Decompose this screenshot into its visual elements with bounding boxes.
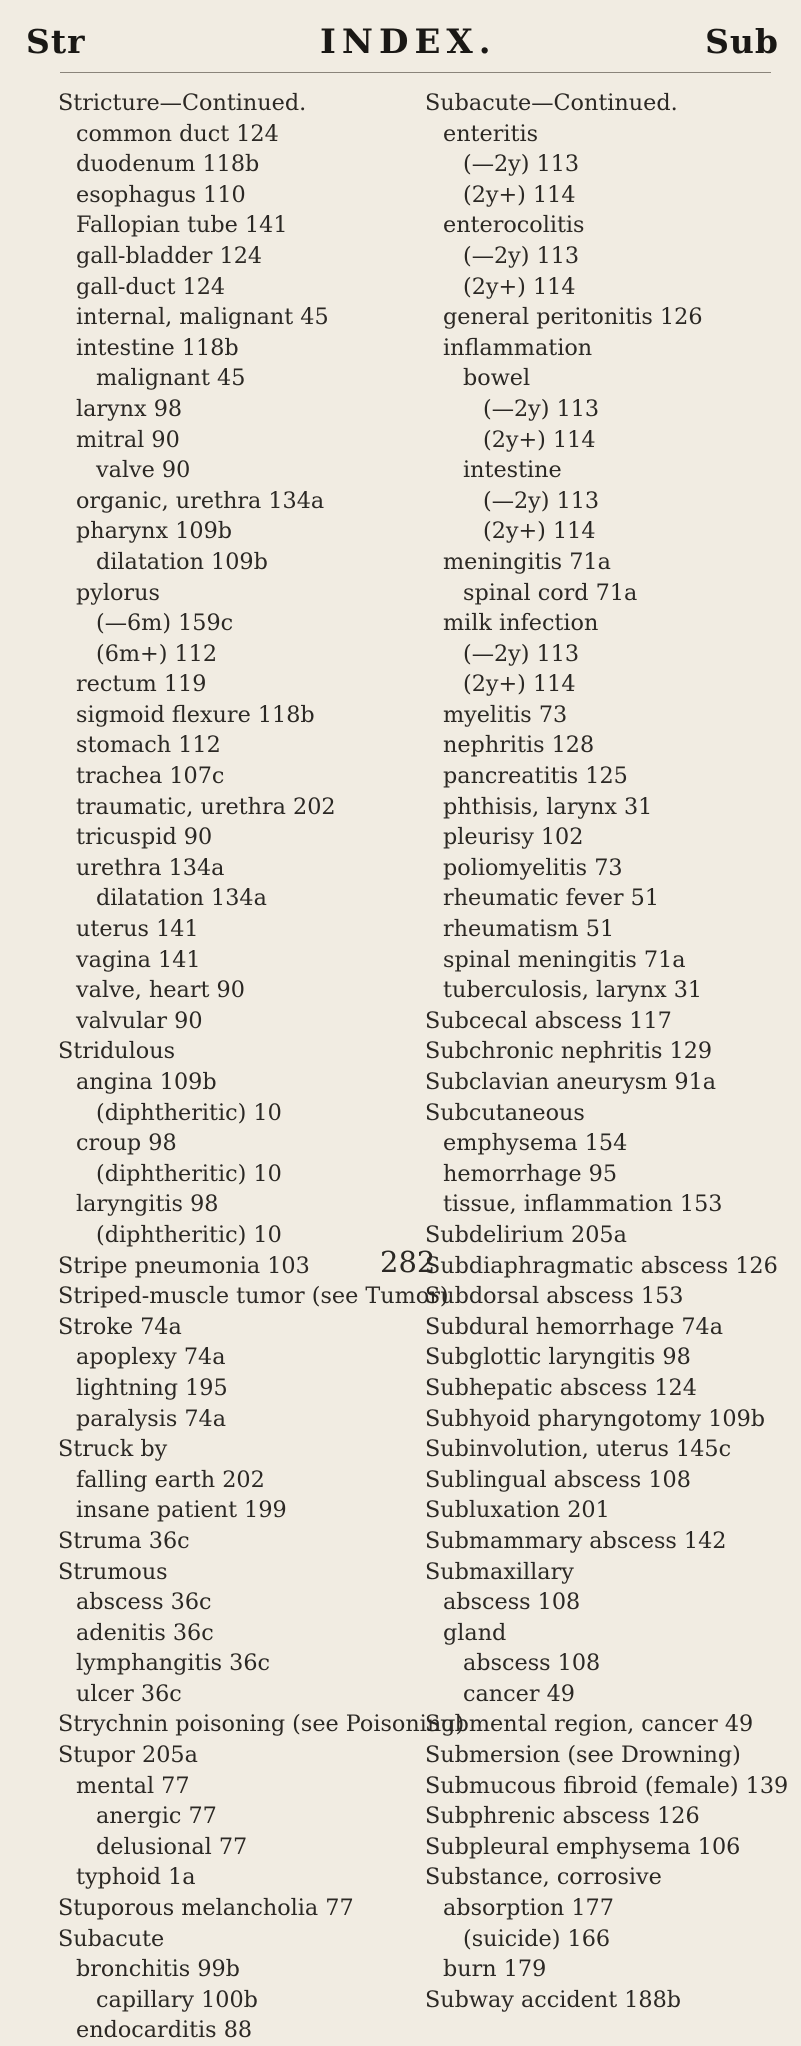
index-entry: Subchronic nephritis 129 [425,1038,713,1065]
index-entry: (6m+) 112 [96,640,218,667]
index-entry: Subdelirium 205a [425,1221,627,1248]
index-entry: Substance, corrosive [425,1864,662,1891]
index-entry: Sublingual abscess 108 [425,1466,691,1493]
index-entry: stomach 112 [76,732,221,759]
index-entry: (diphtheritic) 10 [96,1221,282,1248]
index-entry: tricuspid 90 [76,824,213,851]
index-entry: rheumatic fever 51 [443,885,660,912]
index-entry: gall-bladder 124 [76,242,263,269]
index-entry: laryngitis 98 [76,1191,219,1218]
index-entry: Subacute [58,1925,165,1952]
index-entry: ulcer 36c [76,1680,182,1707]
index-entry: traumatic, urethra 202 [76,793,336,820]
index-entry: (diphtheritic) 10 [96,1099,282,1126]
index-entry: delusional 77 [96,1833,248,1860]
index-entry: uterus 141 [76,916,199,943]
index-entry: poliomyelitis 73 [443,854,623,881]
index-entry: Subcecal abscess 117 [425,1007,672,1034]
index-entry: cancer 49 [463,1680,575,1707]
index-entry: lymphangitis 36c [76,1650,271,1677]
index-entry: phthisis, larynx 31 [443,793,653,820]
index-entry: absorption 177 [443,1895,614,1922]
index-entry: Subdural hemorrhage 74a [425,1313,724,1340]
index-entry: valvular 90 [76,1007,203,1034]
index-entry: dilatation 134a [96,885,267,912]
index-entry: (2y+) 114 [463,671,576,698]
index-entry: burn 179 [443,1956,547,1983]
index-entry: enterocolitis [443,212,585,239]
index-entry: tissue, inflammation 153 [443,1191,723,1218]
index-entry: Stricture—Continued. [58,90,307,116]
index-entry: Subglottic laryngitis 98 [425,1344,691,1371]
index-entry: abscess 108 [463,1650,601,1677]
running-head-title: INDEX. [320,22,497,62]
index-entry: (diphtheritic) 10 [96,1160,282,1187]
index-entry: myelitis 73 [443,701,568,728]
index-entry: abscess 36c [76,1589,212,1616]
index-entry: Stroke 74a [58,1313,182,1340]
index-entry: Subway accident 188b [425,1986,682,2013]
index-entry: enteritis [443,120,539,147]
index-entry: Struck by [58,1436,168,1463]
index-entry: anergic 77 [96,1803,217,1830]
index-entry: paralysis 74a [76,1405,227,1432]
index-entry: intestine [463,457,562,484]
index-entry: Submammary abscess 142 [425,1527,727,1554]
index-entry: organic, urethra 134a [76,487,325,514]
index-entry: emphysema 154 [443,1130,628,1157]
index-entry: Striped-muscle tumor (see Tumor) [58,1283,449,1310]
index-entry: spinal meningitis 71a [443,946,686,973]
index-entry: pancreatitis 125 [443,763,628,790]
index-entry: falling earth 202 [76,1466,265,1493]
index-entry: Stridulous [58,1038,176,1065]
index-entry: Subhyoid pharyngotomy 109b [425,1405,766,1432]
index-entry: milk infection [443,610,599,637]
index-entry: valve 90 [96,457,191,484]
index-entry: internal, malignant 45 [76,304,329,331]
index-entry: sigmoid flexure 118b [76,701,315,728]
index-entry: Strumous [58,1558,168,1585]
index-entry: spinal cord 71a [463,579,638,606]
index-entry: endocarditis 88 [76,2017,253,2044]
index-entry: esophagus 110 [76,181,246,208]
index-entry: larynx 98 [76,395,183,422]
index-entry: (—6m) 159c [96,610,234,637]
index-entry: (—2y) 113 [463,640,580,667]
index-entry: bronchitis 99b [76,1956,240,1983]
header-rule [60,72,771,73]
index-entry: pharynx 109b [76,518,233,545]
index-entry: general peritonitis 126 [443,304,703,331]
index-entry: (—2y) 113 [463,151,580,178]
index-entry: Subcutaneous [425,1099,585,1126]
index-entry: croup 98 [76,1130,177,1157]
index-entry: valve, heart 90 [76,977,245,1004]
index-entry: tuberculosis, larynx 31 [443,977,703,1004]
index-entry: Subluxation 201 [425,1497,610,1524]
index-entry: rheumatism 51 [443,916,615,943]
index-entry: Subdiaphragmatic abscess 126 [425,1252,778,1279]
index-entry: (—2y) 113 [483,487,600,514]
index-entry: Subpleural emphysema 106 [425,1833,741,1860]
running-head-right: Sub [705,22,779,61]
index-entry: Fallopian tube 141 [76,212,288,239]
index-entry: gall-duct 124 [76,273,226,300]
index-entry: Subdorsal abscess 153 [425,1283,684,1310]
index-entry: urethra 134a [76,854,225,881]
index-entry: Stripe pneumonia 103 [58,1252,310,1279]
index-entry: angina 109b [76,1069,217,1095]
index-entry: pleurisy 102 [443,824,584,851]
index-entry: common duct 124 [76,120,279,147]
index-entry: hemorrhage 95 [443,1160,618,1187]
index-column-left [58,88,465,2046]
index-entry: pylorus [76,579,160,606]
index-entry: (—2y) 113 [463,242,580,269]
index-entry: (2y+) 114 [463,273,576,300]
index-entry: intestine 118b [76,334,239,361]
index-entry: Strychnin poisoning (see Poisoning) [58,1711,465,1738]
index-entry: dilatation 109b [96,548,268,575]
index-entry: (—2y) 113 [483,395,600,422]
index-entry: Subclavian aneurysm 91a [425,1069,717,1095]
index-entry: Struma 36c [58,1527,190,1554]
index-entry: Subphrenic abscess 126 [425,1803,700,1830]
index-entry: typhoid 1a [76,1864,196,1891]
page-number: 282 [380,1245,436,1279]
index-entry: Submaxillary [425,1558,574,1585]
index-entry: adenitis 36c [76,1619,214,1646]
index-column-right [425,88,795,2015]
index-entry: Submucous fibroid (female) 139 [425,1772,789,1799]
running-head-left: Str [26,22,86,61]
index-entry: Submental region, cancer 49 [425,1711,754,1738]
index-entry: (suicide) 166 [463,1925,611,1952]
index-entry: nephritis 128 [443,732,595,759]
index-entry: (2y+) 114 [463,181,576,208]
index-entry: apoplexy 74a [76,1344,226,1371]
index-entry: (2y+) 114 [483,518,596,545]
index-entry: Subacute—Continued. [425,90,678,116]
index-entry: trachea 107c [76,763,225,790]
index-entry: Subhepatic abscess 124 [425,1374,697,1401]
index-entry: bowel [463,365,531,392]
index-entry: malignant 45 [96,365,246,392]
index-entry: Stuporous melancholia 77 [58,1895,354,1922]
index-entry: lightning 195 [76,1374,228,1401]
index-entry: meningitis 71a [443,548,611,575]
index-entry: inflammation [443,334,593,361]
index-entry: duodenum 118b [76,151,260,178]
index-entry: mental 77 [76,1772,190,1799]
index-entry: capillary 100b [96,1986,258,2013]
index-entry: abscess 108 [443,1589,581,1616]
index-entry: Subinvolution, uterus 145c [425,1436,732,1463]
index-entry: Stupor 205a [58,1742,198,1769]
index-entry: insane patient 199 [76,1497,287,1524]
index-entry: mitral 90 [76,426,180,453]
index-entry: (2y+) 114 [483,426,596,453]
index-entry: vagina 141 [76,946,201,973]
index-entry: rectum 119 [76,671,207,698]
index-entry: Submersion (see Drowning) [425,1742,741,1769]
index-entry: gland [443,1619,507,1646]
